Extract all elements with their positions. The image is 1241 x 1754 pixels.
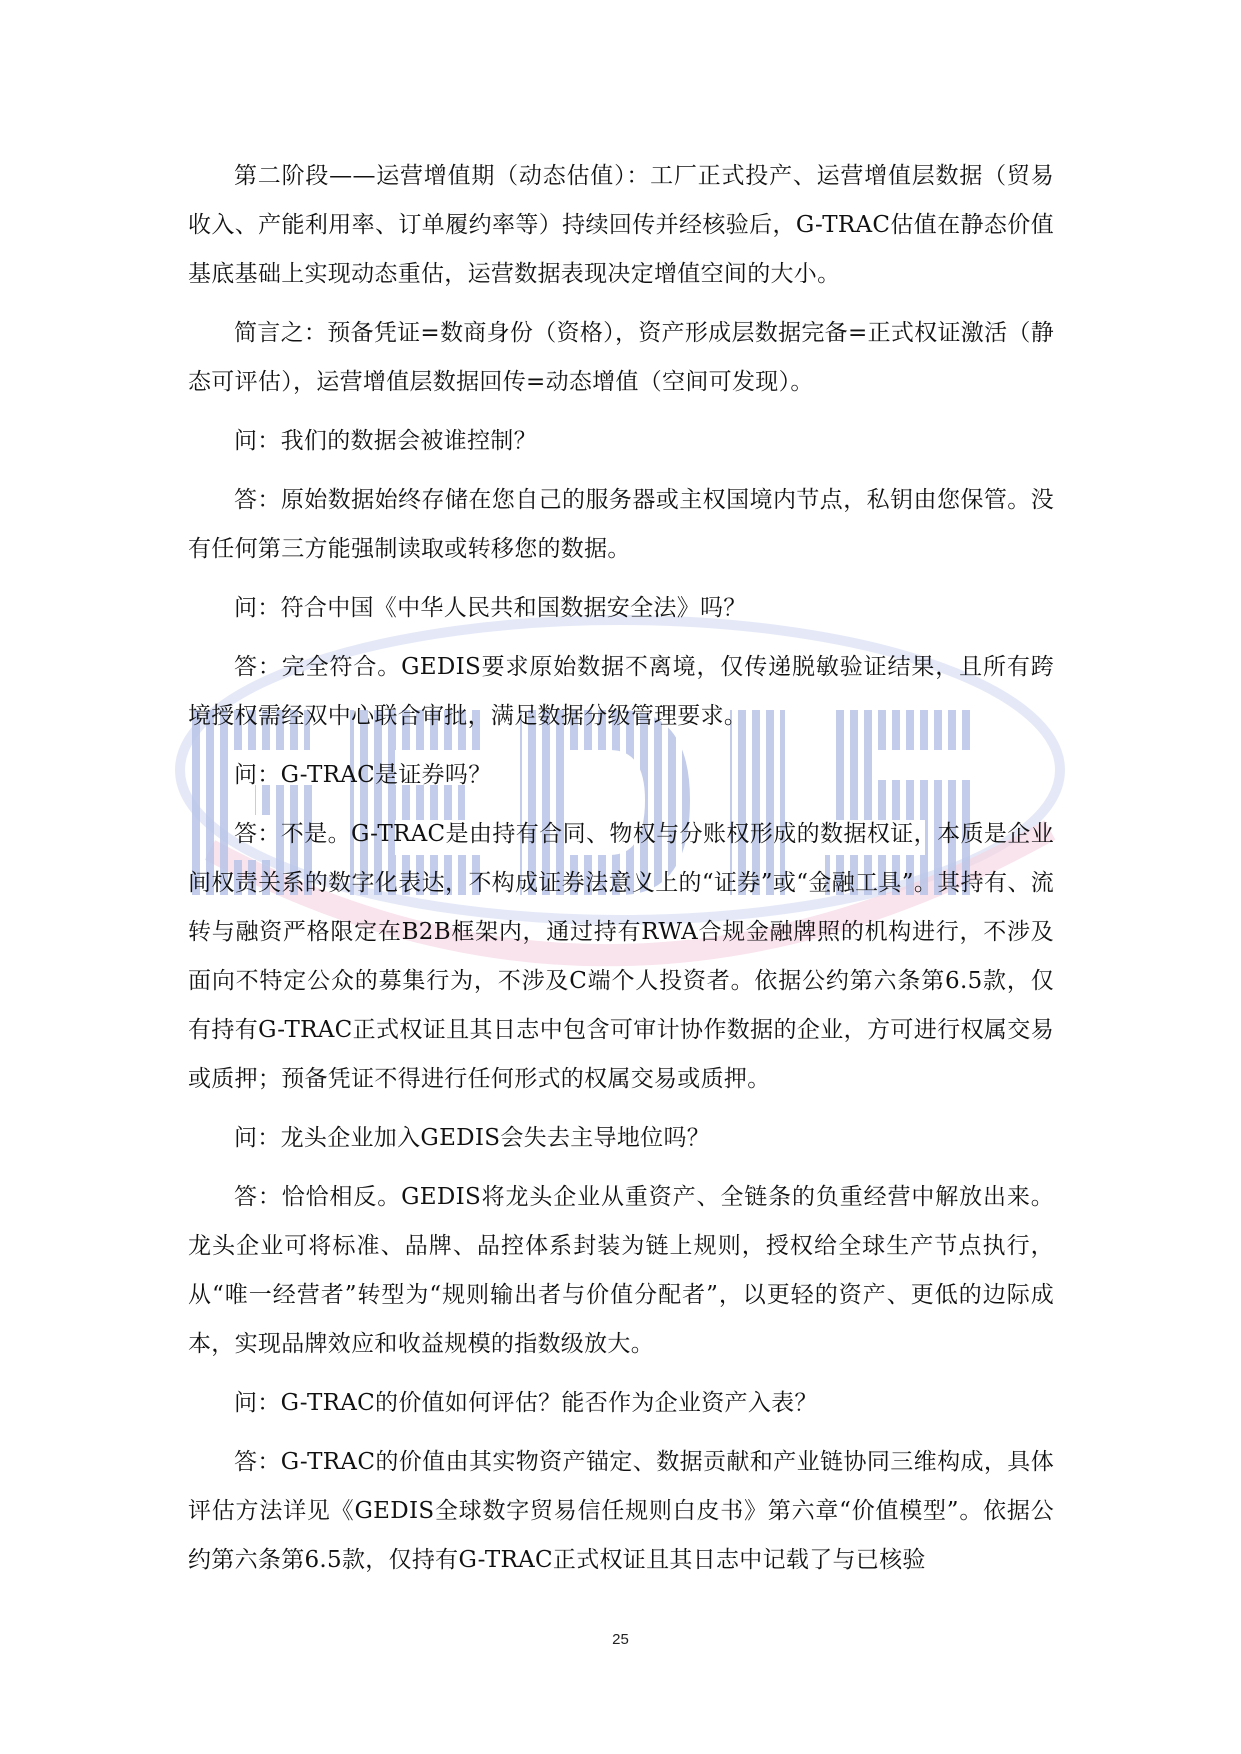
document-body (188, 152, 1054, 1595)
question-valuation: 问：G-TRAC的价值如何评估？能否作为企业资产入表？ (234, 1390, 818, 1416)
answer-leading-enterprise: 答：恰恰相反。GEDIS将龙头企业从重资产、全链条的负重经营中解放出来。龙头企业可将标准、品牌、品控体系封装为链上规则，授权给全球生产节点执行，从“唯一经营者”转型为“规则输出者与价值分配者”，以更轻的资产、更低的边际成本，实现品牌效应和收益规模的指数级放大。 (188, 1184, 1054, 1357)
question-data-control: 问：我们的数据会被谁控制？ (234, 428, 537, 454)
answer-valuation: 答：G-TRAC的价值由其实物资产锚定、数据贡献和产业链协同三维构成，具体评估方法详见《GEDIS全球数字贸易信任规则白皮书》第六章“价值模型”。依据公约第六条第6.5款，仅持有G-TRAC正式权证且其日志中记载了与已核验 (188, 1449, 1054, 1573)
answer-data-security-law: 答：完全符合。GEDIS要求原始数据不离境，仅传递脱敏验证结果，且所有跨境授权需经双中心联合审批，满足数据分级管理要求。 (188, 654, 1054, 729)
page-number: 25 (612, 1631, 629, 1648)
question-leading-enterprise: 问：龙头企业加入GEDIS会失去主导地位吗？ (234, 1125, 711, 1151)
question-data-security-law: 问：符合中国《中华人民共和国数据安全法》吗？ (234, 595, 747, 621)
paragraph-summary: 简言之：预备凭证=数商身份（资格），资产形成层数据完备=正式权证激活（静态可评估），运营增值层数据回传=动态增值（空间可发现）。 (188, 320, 1054, 395)
paragraph-stage-two: 第二阶段——运营增值期（动态估值）：工厂正式投产、运营增值层数据（贸易收入、产能利用率、订单履约率等）持续回传并经核验后，G-TRAC估值在静态价值基底基础上实现动态重估，运营数据表现决定增值空间的大小。 (188, 163, 1054, 287)
question-is-security: 问：G-TRAC是证券吗？ (234, 762, 492, 788)
answer-data-control: 答：原始数据始终存储在您自己的服务器或主权国境内节点，私钥由您保管。没有任何第三方能强制读取或转移您的数据。 (188, 487, 1054, 562)
answer-is-security: 答：不是。G-TRAC是由持有合同、物权与分账权形成的数据权证，本质是企业间权责关系的数字化表达，不构成证券法意义上的“证券”或“金融工具”。其持有、流转与融资严格限定在B2B框架内，通过持有RWA合规金融牌照的机构进行，不涉及面向不特定公众的募集行为，不涉及C端个人投资者。依据公约第六条第6.5款，仅有持有G-TRAC正式权证且其日志中包含可审计协作数据的企业，方可进行权属交易或质押；预备凭证不得进行任何形式的权属交易或质押。 (188, 821, 1054, 1092)
